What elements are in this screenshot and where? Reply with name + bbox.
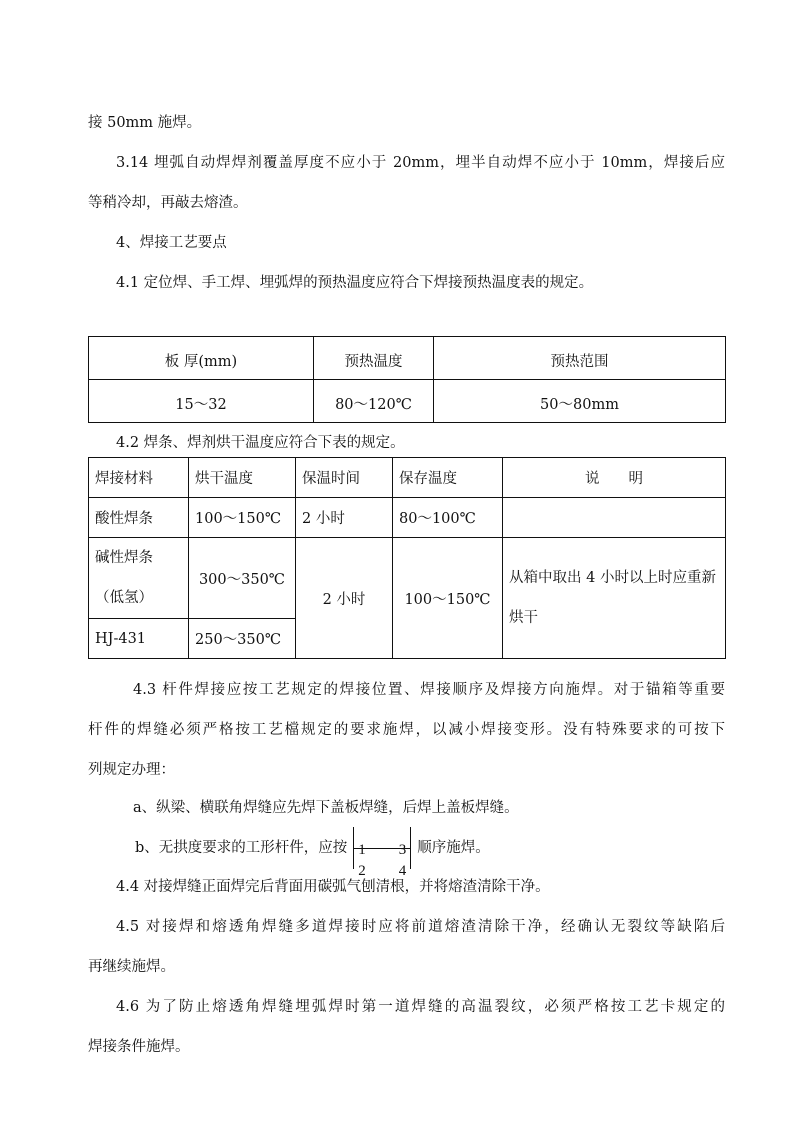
seq-num: 3 bbox=[398, 842, 407, 858]
cell-line: （低氢） bbox=[95, 590, 153, 606]
paragraph: 4.3 杆件焊接应按工艺规定的焊接位置、焊接顺序及焊接方向施焊。对于锚箱等重要 bbox=[133, 682, 725, 698]
weld-sequence-diagram bbox=[353, 827, 411, 879]
table-header: 板 厚(mm) bbox=[89, 337, 314, 380]
paragraph: 接 50mm 施焊。 bbox=[88, 115, 202, 131]
table-cell: 250～350℃ bbox=[189, 619, 296, 659]
paragraph: 3.14 埋弧自动焊焊剂覆盖厚度不应小于 20mm，埋半自动焊不应小于 10mm，焊接后应 bbox=[116, 155, 725, 171]
paragraph: 4.1 定位焊、手工焊、埋弧焊的预热温度应符合下焊接预热温度表的规定。 bbox=[116, 275, 594, 291]
table-cell: 2 小时 bbox=[296, 538, 393, 659]
paragraph: 焊接条件施焊。 bbox=[88, 1039, 190, 1055]
section-heading: 4、焊接工艺要点 bbox=[116, 235, 227, 251]
table-cell: 50～80mm bbox=[434, 380, 726, 423]
table-cell bbox=[503, 498, 726, 538]
preheat-table bbox=[88, 336, 726, 423]
paragraph: 4.6 为了防止熔透角焊缝埋弧焊时第一道焊缝的高温裂纹，必须严格按工艺卡规定的 bbox=[116, 999, 725, 1015]
table-header: 说 明 bbox=[503, 458, 726, 498]
paragraph: 4.4 对接焊缝正面焊完后背面用碳弧气刨清根，并将熔渣清除干净。 bbox=[116, 879, 550, 895]
paragraph: 杆件的焊缝必须严格按工艺檔规定的要求施焊，以减小焊接变形。没有特殊要求的可按下 bbox=[88, 722, 725, 738]
table-row bbox=[89, 380, 726, 423]
table-header-row bbox=[89, 337, 726, 380]
table-cell: 从箱中取出 4 小时以上时应重新烘干 bbox=[503, 538, 726, 659]
text: 顺序施焊。 bbox=[417, 840, 490, 856]
text: b、无拱度要求的工形杆件，应按 bbox=[135, 840, 348, 856]
table-cell bbox=[89, 538, 189, 619]
table-cell: 酸性焊条 bbox=[89, 498, 189, 538]
table-header: 保温时间 bbox=[296, 458, 393, 498]
paragraph: 列规定办理： bbox=[88, 762, 175, 778]
table-header: 预热范围 bbox=[434, 337, 726, 380]
list-item bbox=[135, 826, 772, 879]
seq-num: 1 bbox=[358, 842, 366, 858]
table-row bbox=[89, 498, 726, 538]
table-header: 保存温度 bbox=[393, 458, 503, 498]
table-header: 焊接材料 bbox=[89, 458, 189, 498]
cell-line: 碱性焊条 bbox=[95, 550, 153, 566]
table-header-row bbox=[89, 458, 726, 498]
table-cell: 2 小时 bbox=[296, 498, 393, 538]
table-cell: 80～100℃ bbox=[393, 498, 503, 538]
table-cell: 300～350℃ bbox=[189, 538, 296, 619]
table-cell: HJ-431 bbox=[89, 619, 189, 659]
paragraph: 4.5 对接焊和熔透角焊缝多道焊接时应将前道熔渣清除干净，经确认无裂纹等缺陷后 bbox=[116, 919, 725, 935]
seq-num: 2 bbox=[358, 863, 366, 879]
table-row bbox=[89, 538, 726, 619]
table-cell: 80～120℃ bbox=[314, 380, 434, 423]
table-cell: 100～150℃ bbox=[189, 498, 296, 538]
paragraph: 再继续施焊。 bbox=[88, 959, 175, 975]
paragraph: 4.2 焊条、焊剂烘干温度应符合下表的规定。 bbox=[116, 435, 405, 451]
table-header: 预热温度 bbox=[314, 337, 434, 380]
list-item: a、纵梁、横联角焊缝应先焊下盖板焊缝，后焊上盖板焊缝。 bbox=[133, 800, 519, 816]
table-cell: 100～150℃ bbox=[393, 538, 503, 659]
table-cell: 15～32 bbox=[89, 380, 314, 423]
paragraph: 等稍冷却，再敲去熔渣。 bbox=[88, 195, 248, 211]
seq-num: 4 bbox=[398, 863, 407, 879]
table-header: 烘干温度 bbox=[189, 458, 296, 498]
drying-table bbox=[88, 457, 726, 659]
